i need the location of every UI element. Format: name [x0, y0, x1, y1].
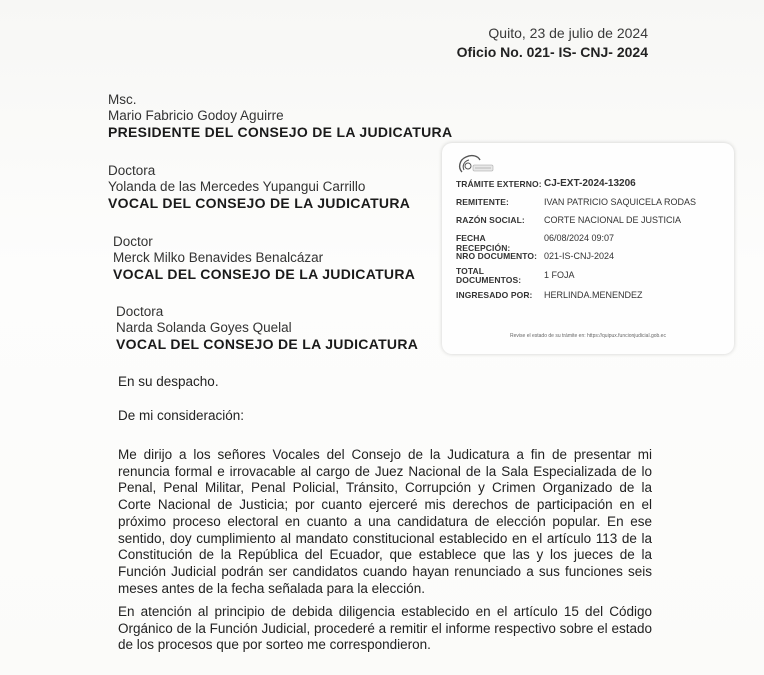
recipient-name: Mario Fabricio Godoy Aguirre [108, 108, 284, 123]
stamp-value: 1 FOJA [544, 270, 575, 280]
recipient-3 [113, 234, 415, 282]
stamp-label: INGRESADO POR: [456, 290, 533, 300]
recipient-role: VOCAL DEL CONSEJO DE LA JUDICATURA [116, 336, 419, 352]
consideration: De mi consideración: [118, 408, 245, 423]
stamp-value: 021-IS-CNJ-2024 [544, 251, 615, 261]
stamp-label: TRÁMITE EXTERNO: [456, 179, 542, 189]
stamp-value: 06/08/2024 09:07 [544, 233, 615, 243]
recipient-role: VOCAL DEL CONSEJO DE LA JUDICATURA [113, 266, 416, 282]
stamp-value: IVAN PATRICIO SAQUICELA RODAS [544, 197, 697, 207]
stamp-label: DOCUMENTOS: [456, 275, 522, 285]
document-date: Quito, 23 de julio de 2024 [488, 25, 648, 41]
recipient-2 [108, 163, 410, 211]
recipient-4 [116, 304, 418, 352]
recipient-title: Doctora [108, 163, 156, 178]
recipient-1 [108, 92, 452, 140]
recipient-title: Doctora [116, 304, 164, 319]
recipient-title: Doctor [113, 234, 153, 249]
stamp-value: HERLINDA.MENENDEZ [544, 290, 643, 300]
recipient-title: Msc. [108, 92, 137, 107]
stamp-footer-note: Revise el estado de su trámite en: https://quipux.funcionjudicial.gob.ec [510, 333, 666, 339]
recipient-name: Yolanda de las Mercedes Yupangui Carrillo [108, 179, 366, 194]
recipient-name: Narda Solanda Goyes Quelal [116, 320, 292, 335]
document-header [457, 24, 648, 62]
recipient-name: Merck Milko Benavides Benalcázar [113, 250, 324, 265]
consejo-judicatura-logo-icon [456, 152, 496, 176]
stamp-label: NRO DOCUMENTO: [456, 251, 538, 261]
oficio-number: Oficio No. 021- IS- CNJ- 2024 [456, 44, 648, 60]
stamp-label: REMITENTE: [456, 197, 509, 207]
stamp-value: CORTE NACIONAL DE JUSTICIA [544, 215, 682, 225]
stamp-label: TOTAL [456, 266, 485, 276]
recipient-role: PRESIDENTE DEL CONSEJO DE LA JUDICATURA [108, 124, 453, 140]
stamp-label: FECHA RECEPCIÓN: [456, 233, 511, 253]
recipient-role: VOCAL DEL CONSEJO DE LA JUDICATURA [108, 195, 411, 211]
paragraph-resignation: Me dirijo a los señores Vocales del Consejo de la Judicatura a fin de presentar mi renuncia formal e irrovacable al cargo de Juez Nacional de la Sala Especializada de lo Penal, Penal Militar, Penal Policial, Tránsito, Corrupción y Crimen Organizado de la Corte Nacional de Justicia; por cuanto ejerceré mis derechos de participación en el próximo proceso electoral en cuanto a una candidatura de elección popular. En ese sentido, doy cumplimiento al mandato constitucional establecido en el artículo 113 de la Constitución de la República del Ecuador, que establece que las y los jueces de la Función Judicial podrán ser candidatos cuando hayan renunciado a sus funciones seis meses antes de la fecha señalada para la elección. [118, 447, 652, 596]
greeting: En su despacho. [118, 374, 219, 389]
paragraph-diligence: En atención al principio de debida diligencia establecido en el artículo 15 del Código Orgánico de la Función Judicial, procederé a remitir el informe respectivo sobre el estado de los procesos que por sorteo me correspondieron. [118, 604, 652, 653]
stamp-label: RAZÓN SOCIAL: [456, 215, 525, 225]
reception-stamp [442, 143, 734, 354]
tramite-number: CJ-EXT-2024-13206 [544, 178, 636, 189]
